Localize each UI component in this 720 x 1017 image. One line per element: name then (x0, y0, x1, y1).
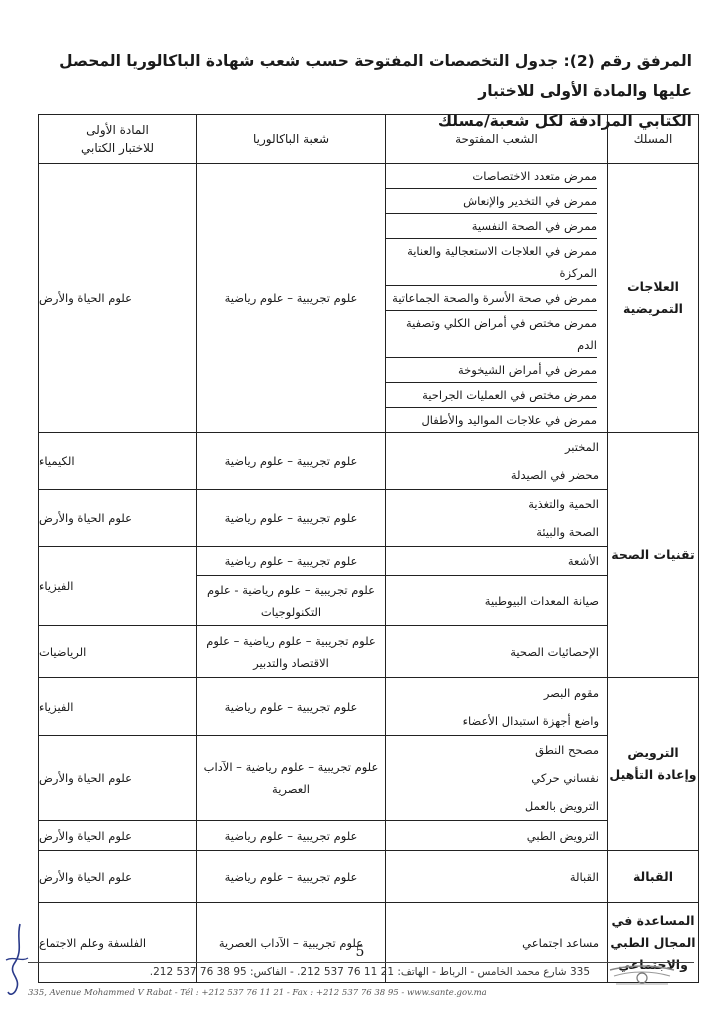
subject-cell: علوم الحياة والأرض (39, 821, 197, 851)
table-row (39, 490, 699, 547)
branch-item: الإحصائيات الصحية (510, 644, 599, 659)
table-row (39, 433, 699, 490)
track-cell: الترويض وإعادة التأهيل (608, 678, 699, 851)
branch-item: ممرض في الصحة النفسية (386, 214, 597, 239)
branch-item: ممرض مختص في أمراض الكلي وتصفية الدم (386, 311, 597, 358)
bac-cell: علوم تجريبية – علوم رياضية (197, 678, 386, 736)
bac-cell: علوم تجريبية – علوم رياضية (197, 851, 386, 903)
table-row (39, 547, 699, 576)
page-title-line-1: المرفق رقم (2): جدول التخصصات المفتوحة حسب شعب شهادة الباكالوريا المحصل عليها والمادة الأولى للاختبار (59, 52, 692, 100)
branches-cell (386, 547, 608, 576)
branches-cell (386, 678, 608, 736)
branch-item: مقوم البصر (543, 685, 599, 700)
subject-cell: علوم الحياة والأرض (39, 490, 197, 547)
branch-item: ممرض في علاجات المواليد والأطفال (421, 413, 597, 427)
subject-cell: علوم الحياة والأرض (39, 736, 197, 821)
ministry-logo-icon (606, 962, 678, 988)
page-title-line-2: الكتابي المرادفة لكل شعبة/مسلك (437, 112, 692, 130)
branches-cell (386, 821, 608, 851)
branch-item: الحمية والتغذية (528, 497, 599, 511)
branches-cell (386, 576, 608, 626)
branches-cell (386, 433, 608, 490)
branches-cell (386, 490, 608, 547)
footer-arabic-address: 335 شارع محمد الخامس - الرباط - الهاتف: 21 11 76 537 212. - الفاكس: 95 38 76 537 212. (149, 966, 590, 978)
track-cell: المساعدة في المجال الطبي والاجتماعي (608, 903, 699, 983)
table-header-row (39, 115, 699, 164)
branch-item: ممرض في أمراض الشيخوخة (386, 358, 597, 383)
subject-cell: علوم الحياة والأرض (39, 851, 197, 903)
table-row (39, 164, 699, 433)
track-cell: العلاجات التمريضية (608, 164, 699, 433)
bac-cell: علوم تجريبية – علوم رياضية – الآداب العصرية (197, 736, 386, 821)
branch-item: الترويض بالعمل (524, 799, 599, 813)
header-subject-line-1: المادة الأولى (86, 123, 149, 137)
branch-item: الترويض الطبي (526, 828, 599, 843)
subject-cell: علوم الحياة والأرض (39, 164, 197, 433)
branch-item: ممرض في العلاجات الاستعجالية والعناية المركزة (386, 239, 597, 286)
branch-item: الأشعة (567, 554, 599, 568)
bac-cell: علوم تجريبية – علوم رياضية (197, 433, 386, 490)
page-number: 5 (355, 944, 365, 960)
branch-item: ممرض مختص في العمليات الجراحية (386, 383, 597, 408)
table-row (39, 851, 699, 903)
header-branches: الشعب المفتوحة (386, 115, 608, 164)
subject-cell: الكيمياء (39, 433, 197, 490)
branch-item: واضع أجهزة استبدال الأعضاء (462, 713, 599, 728)
footer-french-address: 335, Avenue Mohammed V Rabat - Tél : +212 537 76 11 21 - Fax : +212 537 76 38 95 - www.sante.gov.ma (28, 988, 487, 998)
bac-cell: علوم تجريبية – علوم رياضية (197, 821, 386, 851)
bac-cell: علوم تجريبية – الآداب العصرية (197, 903, 386, 983)
branch-item: مصحح النطق (535, 743, 599, 757)
header-bac: شعبة الباكالوريا (197, 115, 386, 164)
track-cell: تقنيات الصحة (608, 433, 699, 678)
specializations-table (38, 114, 699, 983)
header-subject-line-2: للاختبار الكتابي (81, 141, 154, 155)
header-track: المسلك (608, 115, 699, 164)
branch-item: محضر في الصيدلة (510, 468, 599, 482)
branches-cell (386, 851, 608, 903)
table-row (39, 626, 699, 678)
subject-cell: الرياضيات (39, 626, 197, 678)
header-subject (39, 115, 197, 164)
bac-cell: علوم تجريبية – علوم رياضية (197, 164, 386, 433)
branch-item: صيانة المعدات البيوطبية (484, 593, 599, 608)
footer-divider (28, 962, 694, 963)
branch-item: نفساني حركي (531, 771, 599, 785)
branch-item: القبالة (569, 869, 599, 884)
table-row (39, 678, 699, 736)
branches-cell (386, 736, 608, 821)
signature-icon (2, 920, 32, 1000)
branch-item: ممرض في التخدير والإنعاش (386, 189, 597, 214)
table-row (39, 821, 699, 851)
branch-item: الصحة والبيئة (536, 525, 599, 539)
branch-item: مساعد اجتماعي (522, 935, 599, 950)
track-cell: القبالة (608, 851, 699, 903)
subject-cell: الفيزياء (39, 678, 197, 736)
subject-cell: الفلسفة وعلم الاجتماع (39, 903, 197, 983)
bac-cell: علوم تجريبية – علوم رياضية (197, 490, 386, 547)
table-row (39, 736, 699, 821)
bac-cell: علوم تجريبية – علوم رياضية - علوم التكنولوجيات (197, 576, 386, 626)
subject-cell: الفيزياء (39, 547, 197, 626)
branch-item: ممرض في صحة الأسرة والصحة الجماعاتية (386, 286, 597, 311)
branch-item: ممرض متعدد الاختصاصات (386, 164, 597, 189)
bac-cell: علوم تجريبية – علوم رياضية (197, 547, 386, 576)
branches-cell (386, 164, 608, 433)
branch-item: المختبر (564, 440, 599, 454)
branches-cell (386, 626, 608, 678)
bac-cell: علوم تجريبية – علوم رياضية – علوم الاقتصاد والتدبير (197, 626, 386, 678)
